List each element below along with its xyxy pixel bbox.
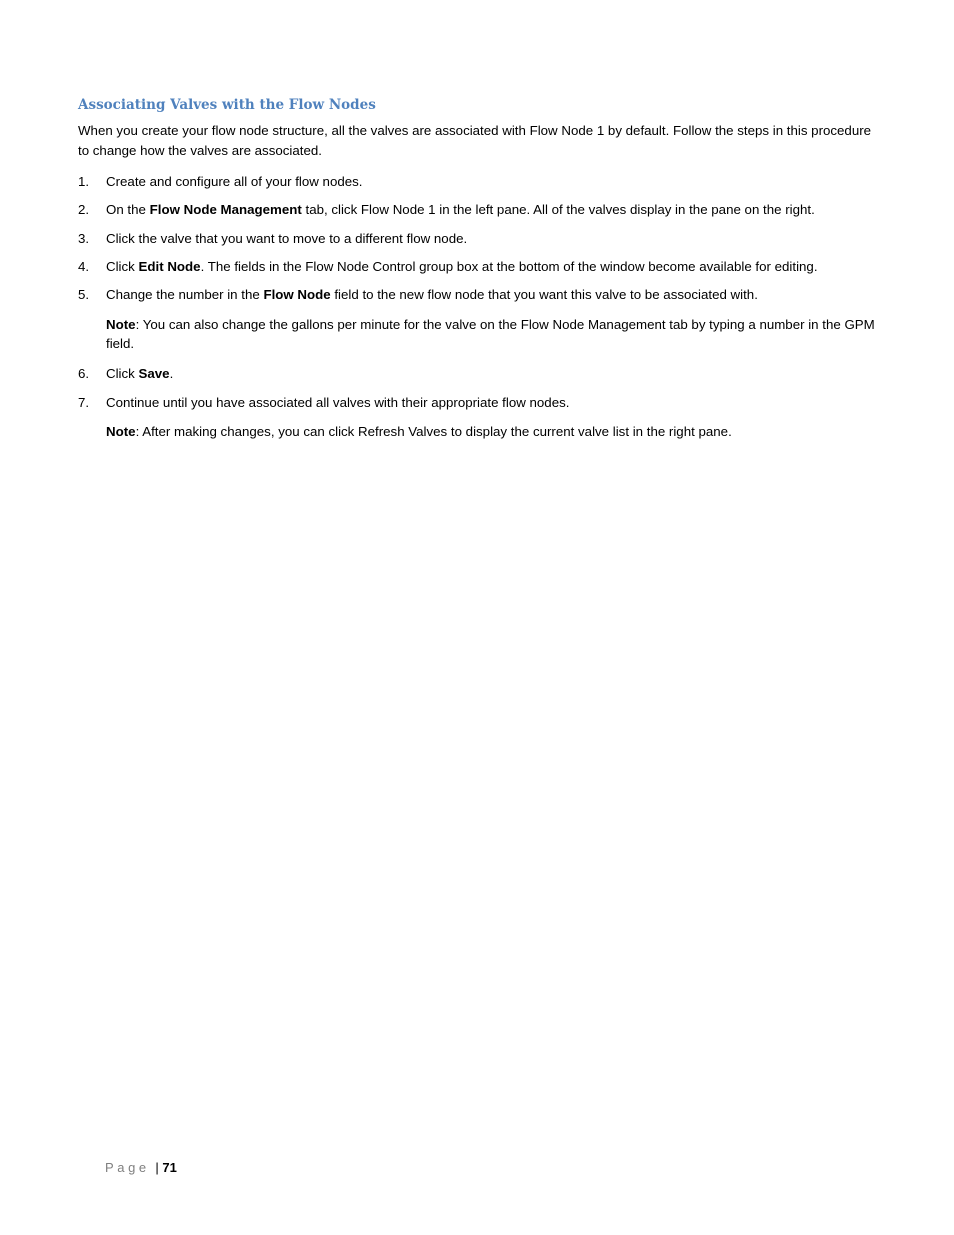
ui-term: Flow Node	[263, 287, 331, 302]
page-label: Page	[105, 1160, 150, 1175]
step-text: Click	[106, 259, 139, 274]
step-number: 5.	[78, 287, 90, 302]
step-number: 1.	[78, 174, 90, 189]
step-number: 2.	[78, 202, 90, 217]
step-text: Click	[106, 366, 139, 381]
step-text: .	[169, 366, 174, 381]
ui-term: Edit Node	[138, 259, 201, 274]
step-number: 6.	[78, 366, 90, 381]
ui-term: Save	[138, 366, 170, 381]
step-text: . The fields in the Flow Node Control group box at the bottom of the window become available for editing.	[200, 259, 818, 274]
step-number: 7.	[78, 395, 90, 410]
note-label: Note	[106, 317, 136, 332]
page-number: 71	[162, 1160, 177, 1175]
step-text: field to the new flow node that you want this valve to be associated with.	[330, 287, 758, 302]
note-label: Note	[106, 424, 136, 439]
intro-paragraph: When you create your flow node structure, all the valves are associated with Flow Node 1 by default. Follow the steps in this procedure to change how the valves are associated.	[78, 123, 872, 158]
step-text: On the	[106, 202, 150, 217]
ui-term: Flow Node Management	[149, 202, 302, 217]
step-text: Change the number in the	[106, 287, 264, 302]
section-heading: Associating Valves with the Flow Nodes	[78, 97, 376, 113]
step-text: Continue until you have associated all valves with their appropriate flow nodes.	[106, 395, 570, 410]
step-text: Click the valve that you want to move to a different flow node.	[106, 231, 468, 246]
note-paragraph	[106, 315, 878, 353]
note-text: : After making changes, you can click Refresh Valves to display the current valve list in the right pane.	[135, 424, 732, 439]
step-number: 3.	[78, 231, 90, 246]
page-separator: |	[155, 1160, 159, 1175]
step-text: Create and configure all of your flow nodes.	[106, 174, 363, 189]
note-text: : You can also change the gallons per minute for the valve on the Flow Node Management tab by typing a number in the GPM field.	[106, 317, 875, 351]
page-footer	[105, 1160, 177, 1175]
note-paragraph	[106, 422, 878, 441]
step-text: tab, click Flow Node 1 in the left pane. All of the valves display in the pane on the right.	[301, 202, 815, 217]
step-number: 4.	[78, 259, 90, 274]
